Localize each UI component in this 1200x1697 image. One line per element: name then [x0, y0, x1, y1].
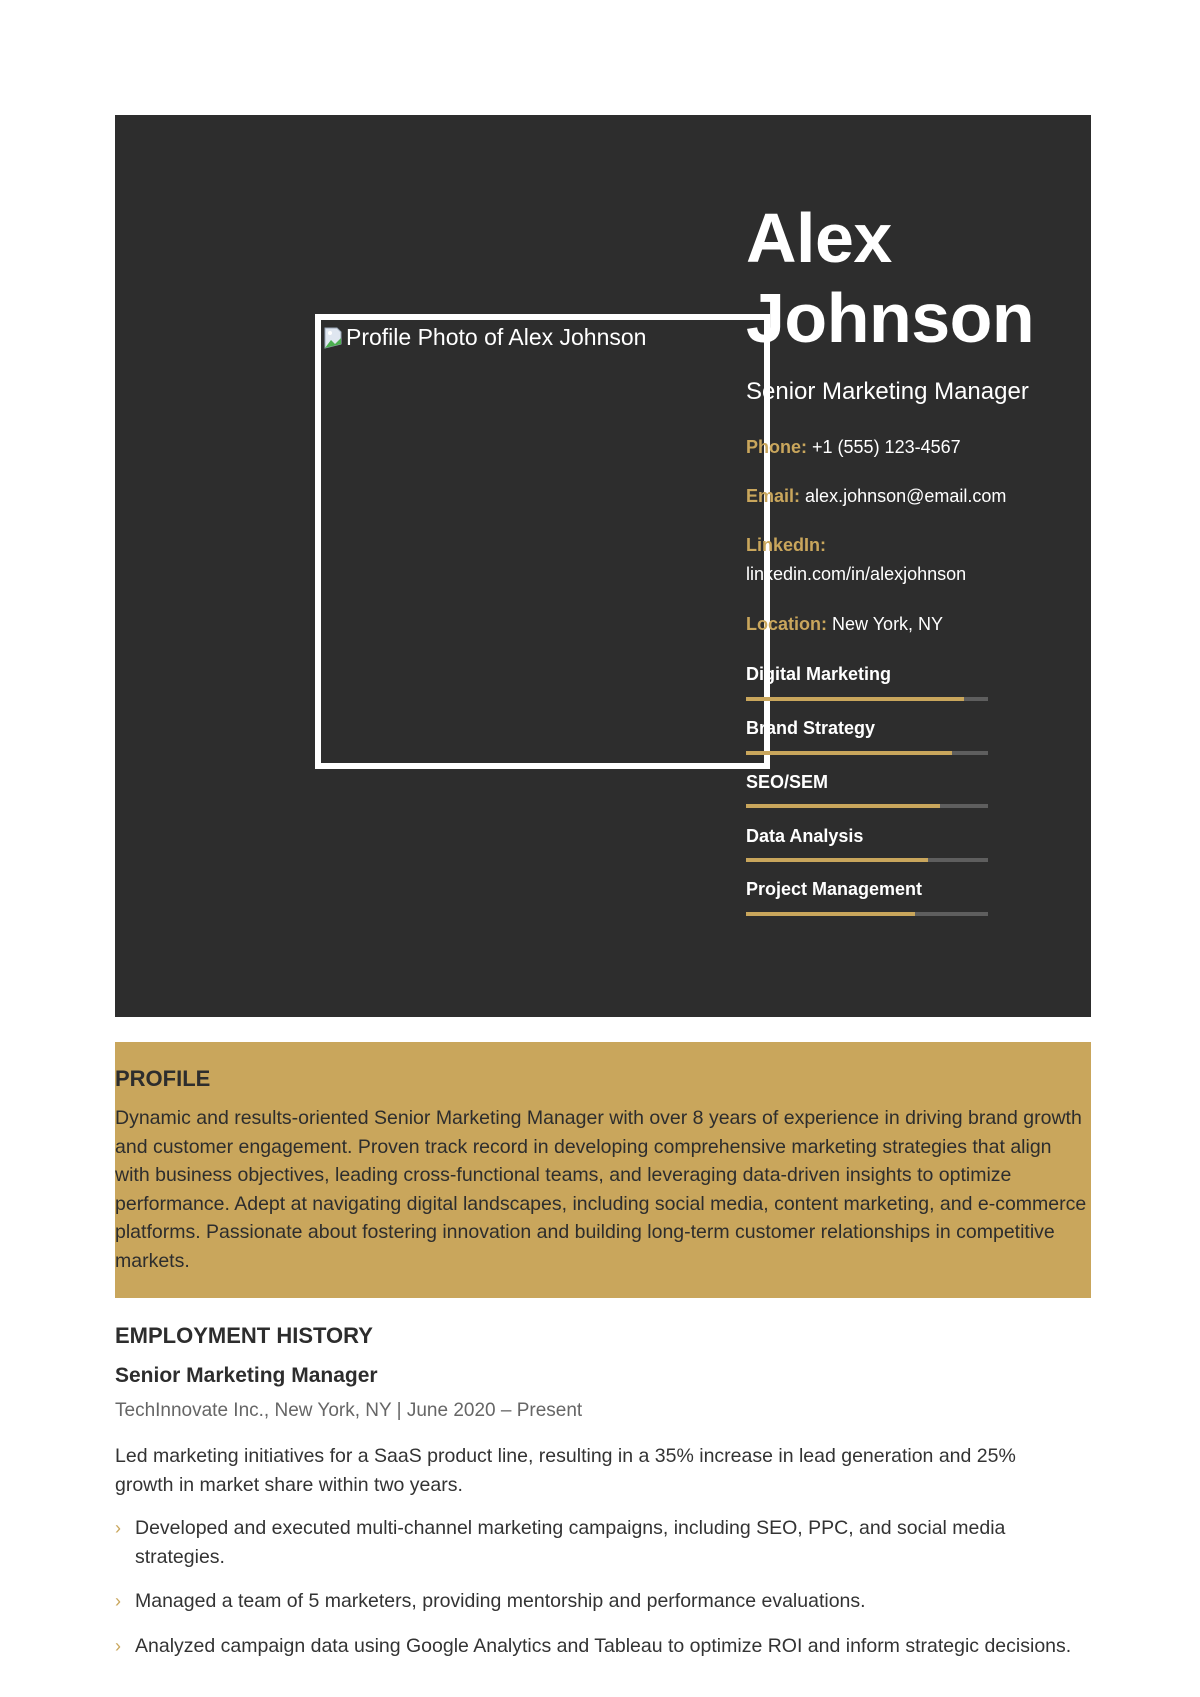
employment-heading: EMPLOYMENT HISTORY — [115, 1323, 373, 1348]
skill-bar-fill — [746, 858, 928, 862]
chevron-right-icon: › — [115, 1635, 121, 1656]
profile-text: Dynamic and results-oriented Senior Marketing Manager with over 8 years of experience in driving brand growth and customer engagement. Proven track record in developing comprehensive marketing strategies that align with business objectives, leading cross-functional teams, and leveraging data-driven insights to optimize performance. Adept at navigating digital landscapes, including social media, content marketing, and e-commerce platforms. Passionate about fostering innovation and building long-term customer relationships in competitive markets. — [115, 1107, 1087, 1272]
list-item — [115, 1632, 1075, 1661]
phone-value: +1 (555) 123-4567 — [812, 437, 961, 457]
email-label: Email: — [746, 486, 801, 506]
location-label: Location: — [746, 614, 827, 634]
job-description: Led marketing initiatives for a SaaS product line, resulting in a 35% increase in lead generation and 25% growth in market share within two years. — [115, 1445, 1016, 1496]
skill-label: Brand Strategy — [746, 718, 876, 738]
skill-bar — [746, 697, 988, 701]
candidate-title: Senior Marketing Manager — [746, 378, 1029, 405]
profile-heading: PROFILE — [115, 1066, 211, 1091]
first-name: Alex — [746, 199, 892, 277]
candidate-name — [746, 198, 1034, 358]
bullet-text: Managed a team of 5 marketers, providing mentorship and performance evaluations. — [135, 1590, 866, 1612]
skill-label: SEO/SEM — [746, 772, 829, 792]
skill-bar-fill — [746, 697, 964, 701]
skill-bar — [746, 804, 988, 808]
skill-bar-fill — [746, 804, 940, 808]
email-link[interactable]: alex.johnson@email.com — [805, 486, 1007, 506]
skill-bar — [746, 751, 988, 755]
chevron-right-icon: › — [115, 1518, 121, 1538]
broken-image-icon — [323, 326, 345, 350]
linkedin-label: LinkedIn: — [746, 535, 826, 555]
list-item — [115, 1587, 1075, 1616]
job-title: Senior Marketing Manager — [115, 1364, 378, 1387]
last-name: Johnson — [746, 279, 1035, 357]
bullet-text: Developed and executed multi-channel marketing campaigns, including SEO, PPC, and social media strategies. — [135, 1517, 1006, 1568]
job-bullets — [115, 1514, 1075, 1676]
skill-bar — [746, 858, 988, 862]
contact-location — [746, 614, 943, 635]
profile-photo — [315, 314, 770, 769]
skill-bar-fill — [746, 751, 952, 755]
photo-alt-text: Profile Photo of Alex Johnson — [346, 324, 647, 350]
skill-label: Data Analysis — [746, 826, 864, 846]
chevron-right-icon: › — [115, 1591, 121, 1611]
profile-section — [115, 1042, 1091, 1298]
linkedin-link[interactable]: linkedin.com/in/alexjohnson — [746, 564, 967, 584]
list-item — [115, 1514, 1075, 1571]
contact-linkedin-label — [746, 535, 826, 556]
location-value: New York, NY — [832, 614, 944, 634]
contact-phone — [746, 437, 961, 458]
bullet-text: Analyzed campaign data using Google Analytics and Tableau to optimize ROI and inform strategic decisions. — [135, 1634, 1072, 1657]
photo-alt-text-wrapper — [323, 324, 646, 351]
skill-label: Project Management — [746, 879, 923, 899]
skill-bar — [746, 912, 988, 916]
job-meta: TechInnovate Inc., New York, NY | June 2020 – Present — [115, 1400, 583, 1421]
contact-linkedin — [746, 564, 966, 585]
skill-bar-fill — [746, 912, 915, 916]
contact-email — [746, 486, 1006, 507]
phone-label: Phone: — [746, 437, 807, 457]
skill-label: Digital Marketing — [746, 664, 892, 684]
